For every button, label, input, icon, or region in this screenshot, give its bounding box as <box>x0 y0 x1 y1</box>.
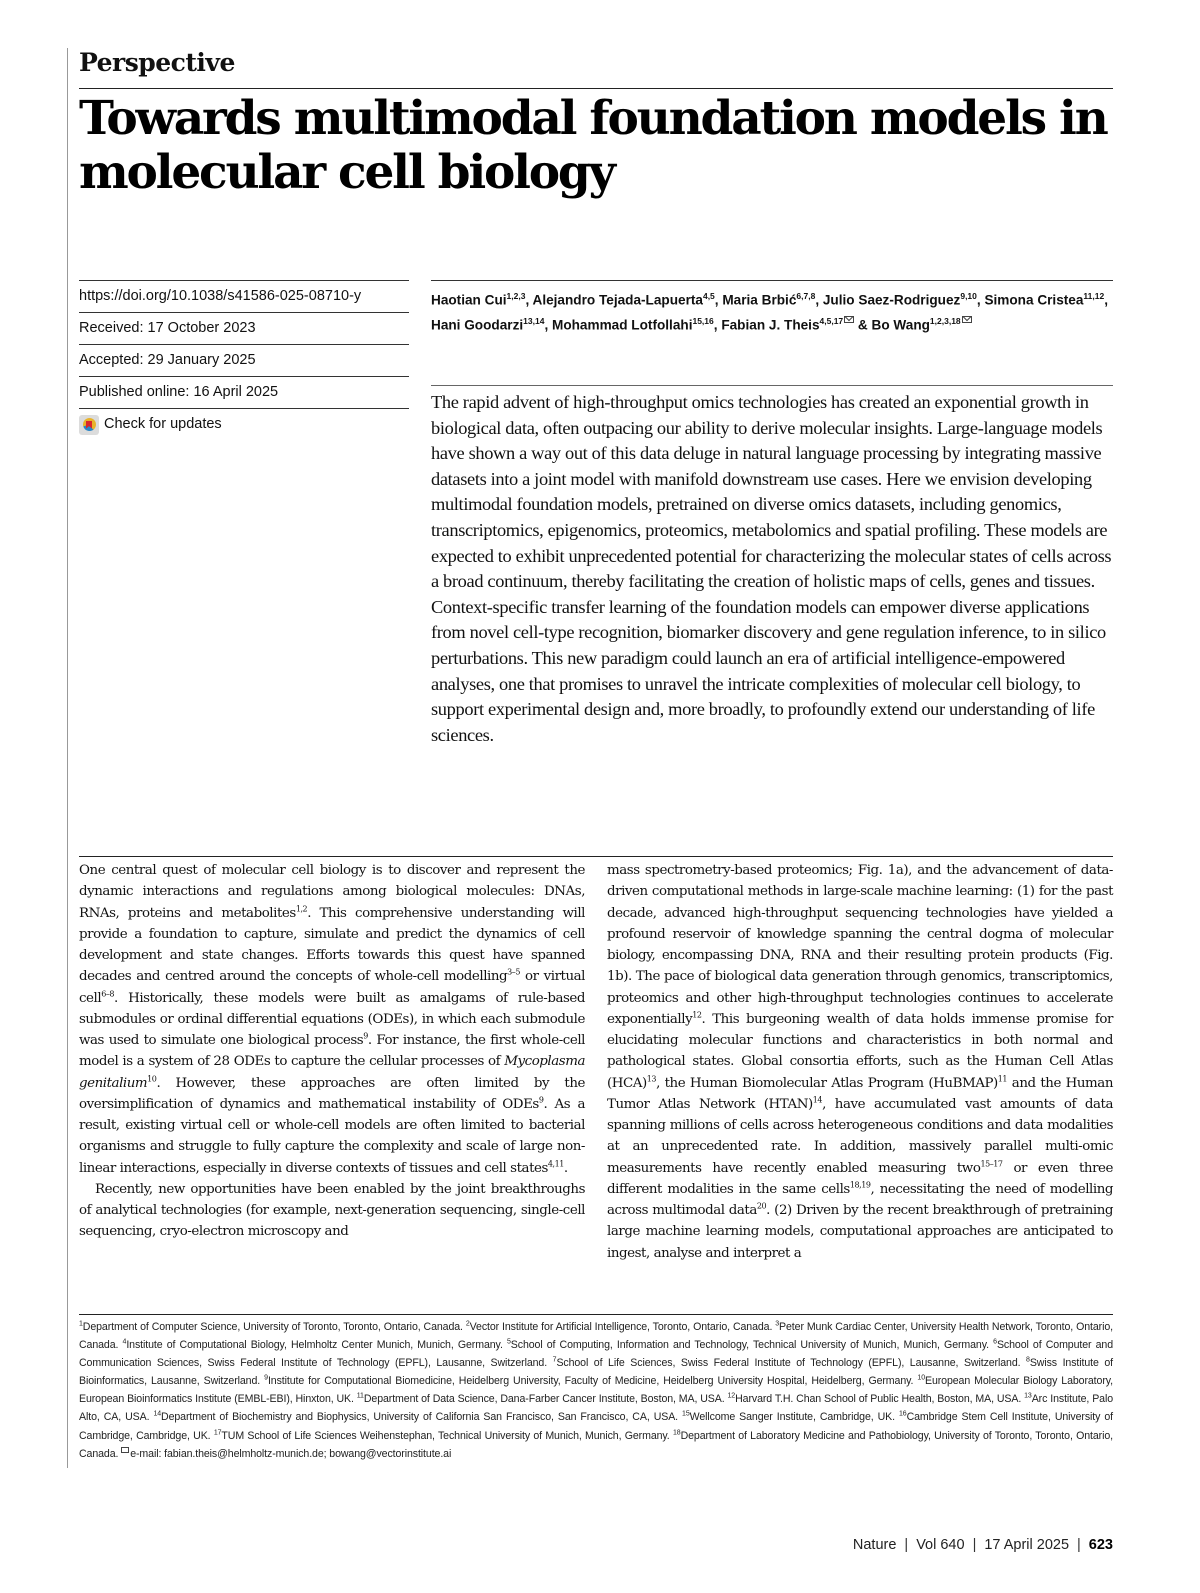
author-separator: , <box>976 292 985 308</box>
citation-ref[interactable]: 14 <box>812 1095 823 1105</box>
citation-ref[interactable]: 13 <box>646 1074 657 1084</box>
crossmark-icon <box>79 415 99 435</box>
doi-link[interactable]: https://doi.org/10.1038/s41586-025-08710-y <box>79 280 409 312</box>
affiliation-number: 11 <box>356 1392 364 1400</box>
author-affiliation-refs: 4,5 <box>702 291 715 301</box>
abstract: The rapid advent of high-throughput omics technologies has created an exponential growth in biological data, often outpacing our ability to derive molecular insights. Large-language models have shown a way out of this data deluge in natural language processing by integrating massive datasets into a joint model with manifold downstream use cases. Here we envision developing multimodal foundation models, pretrained on diverse omics datasets, including genomics, transcriptomics, epigenomics, proteomics, metabolomics and spatial profiling. These models are expected to exhibit unprecedented potential for characterizing the molecular states of cells across a broad continuum, thereby facilitating the creation of holistic maps of cells, genes and tissues. Context-specific transfer learning of the foundation models can empower diverse applications from novel cell-type recognition, biomarker discovery and gene regulation inference, to in silico perturbations. This new paradigm could launch an era of artificial intelligence-empowered analyses, one that promises to unravel the intricate complexities of molecular cell biology, to support experimental design and, more broadly, to profoundly extend our understanding of life sciences. <box>431 392 1112 745</box>
email-icon[interactable] <box>962 316 972 323</box>
citation-ref[interactable]: 15–17 <box>980 1159 1003 1169</box>
citation-ref[interactable]: 6–8 <box>101 989 115 999</box>
affiliation-number: 5 <box>506 1338 511 1346</box>
affiliation-text: Institute of Computational Biology, Helmholtz Center Munich, Munich, Germany. <box>126 1339 507 1352</box>
issue-date: 17 April 2025 <box>984 1537 1070 1553</box>
affiliation-text: Vector Institute for Artificial Intelligence, Toronto, Ontario, Canada. <box>469 1321 776 1333</box>
affiliation-text: Department of Laboratory Medicine and Pathobiology, University of Toronto, Toronto, Ontario, Canada. <box>79 1429 1113 1460</box>
author-affiliation-refs: 1,2,3 <box>506 291 526 301</box>
check-for-updates-label: Check for updates <box>104 416 222 432</box>
accepted-date: Accepted: 29 January 2025 <box>79 344 409 376</box>
citation-ref[interactable]: 10 <box>147 1074 157 1084</box>
section-label: Perspective <box>79 48 235 77</box>
author-separator: & <box>854 317 872 333</box>
citation-ref[interactable]: 9 <box>363 1031 368 1041</box>
author-name[interactable]: Alejandro Tejada-Lapuerta <box>532 292 703 308</box>
affiliation-text: Institute for Computational Biomedicine, Heidelberg University, Faculty of Medicine, Heidelberg University Hospital, Heidelberg, Germany. <box>267 1375 918 1388</box>
author-name[interactable]: Hani Goodarzi <box>431 317 524 333</box>
abstract-divider <box>431 385 1113 386</box>
margin-rule <box>67 48 68 1468</box>
affiliation-number: 15 <box>682 1410 690 1418</box>
affiliation-number: 7 <box>552 1356 557 1364</box>
affiliation-text: European Molecular Biology Laboratory, European Bioinformatics Institute (EMBL-EBI), Hinxton, UK. <box>79 1375 1113 1406</box>
author-separator: , <box>815 292 823 308</box>
author-name[interactable]: Bo Wang <box>871 317 930 333</box>
citation-ref[interactable]: 9 <box>538 1095 544 1105</box>
body-paragraph: mass spectrometry-based proteomics; Fig. 1a), and the advancement of data-driven computational methods in large-scale machine learning: (1) for the past decade, advanced high-throughput sequencing technologies have yielded a profound reservoir of knowledge spanning the central dogma of molecular biology, encompassing DNA, RNA and their resulting protein products (Fig. 1b). The pace of biological data generation through genomics, transcriptomics, proteomics and other high-throughput technologies continues to accelerate exponentially$^{12}$. This burgeoning wealth of data holds immense promise for elucidating molecular functions and characteristics in both normal and pathological states. Global consortia efforts, such as the Human Cell Atlas (HCA)$^{13}$, the Human Biomolecular Atlas Program (HuBMAP)$^{11}$ and the Human Tumor Atlas Network (HTAN)$^{14}$, have accumulated vast amounts of data spanning millions of cells across heterogeneous conditions and data modalities at an unprecedented rate. In addition, massively parallel multi-omic measurements have recently enabled measuring two$^{15-17}$ or even three different modalities in the same cells$^{18,19}$, necessitating the need of modelling across multimodal data$^{20}$. (2) Driven by the recent breakthrough of pretraining large machine learning models, computational approaches are anticipated to ingest, analyse and interpret a <box>607 863 1114 1261</box>
author-separator: , <box>525 292 533 308</box>
author-separator: , <box>714 292 723 308</box>
author-list <box>431 286 1111 336</box>
body-divider <box>79 856 1113 857</box>
affiliation-number: 6 <box>993 1338 997 1346</box>
check-for-updates-link[interactable] <box>79 408 409 440</box>
author-name[interactable]: Maria Brbić <box>722 292 797 308</box>
author-name[interactable]: Mohammad Lotfollahi <box>552 317 693 333</box>
author-separator: , <box>1104 292 1109 308</box>
citation-ref[interactable]: 11 <box>997 1074 1008 1084</box>
author-separator: , <box>713 317 722 333</box>
author-affiliation-refs: 1,2,3,18 <box>929 316 961 327</box>
affiliation-number: 1 <box>79 1320 83 1328</box>
affiliation-number: 13 <box>1024 1392 1032 1400</box>
affiliation-text: Arc Institute, Palo Alto, CA, USA. <box>79 1393 1113 1424</box>
affiliation-text: Peter Munk Cardiac Center, University Health Network, Toronto, Ontario, Canada. <box>79 1321 1113 1352</box>
affiliation-number: 8 <box>1026 1356 1030 1364</box>
species-name: Mycoplasma genitalium <box>79 1054 585 1091</box>
affiliation-number: 9 <box>264 1374 268 1382</box>
title-divider <box>79 88 1113 89</box>
volume: Vol 640 <box>916 1537 965 1553</box>
author-affiliation-refs: 11,12 <box>1083 291 1105 301</box>
body-paragraph: Recently, new opportunities have been enabled by the joint breakthroughs of analytical technologies (for example, next-generation sequencing, single-cell sequencing, cryo-electron microscopy and <box>79 1181 585 1240</box>
affiliation-number: 12 <box>727 1392 736 1400</box>
author-name[interactable]: Fabian J. Theis <box>721 317 820 333</box>
affiliation-number: 3 <box>775 1320 780 1328</box>
affiliation-text: TUM School of Life Sciences Weihenstephan, Technical University of Munich, Munich, Germany. <box>221 1429 673 1442</box>
article-title: Towards multimodal foundation models in molecular cell biology <box>79 91 1107 200</box>
affiliations-footnote <box>79 1318 1113 1463</box>
body-column-left <box>79 860 585 1243</box>
affiliation-text: Cambridge Stem Cell Institute, University of Cambridge, Cambridge, UK. <box>79 1411 1113 1442</box>
author-affiliation-refs: 13,14 <box>523 316 545 327</box>
affiliation-number: 16 <box>899 1410 907 1418</box>
author-affiliation-refs: 9,10 <box>960 291 977 301</box>
author-name[interactable]: Haotian Cui <box>431 292 507 308</box>
affiliation-text: School of Computer and Communication Sciences, Swiss Federal Institute of Technology (EPFL), Lausanne, Switzerland. <box>79 1339 1113 1370</box>
affiliation-text: Department of Data Science, Dana-Farber Cancer Institute, Boston, MA, USA. <box>363 1393 728 1406</box>
affiliation-number: 14 <box>153 1410 162 1418</box>
authors-divider <box>431 280 1113 281</box>
journal-name: Nature <box>852 1537 897 1553</box>
author-name[interactable]: Simona Cristea <box>984 292 1084 308</box>
email-icon[interactable] <box>844 316 854 323</box>
affiliation-text: Department of Computer Science, University of Toronto, Toronto, Ontario, Canada. <box>82 1321 466 1333</box>
author-affiliation-refs: 15,16 <box>692 316 714 327</box>
affiliation-number: 2 <box>465 1320 470 1328</box>
citation-ref[interactable]: 3–5 <box>507 967 521 977</box>
author-separator: , <box>544 317 552 333</box>
affiliation-number: 18 <box>672 1429 681 1437</box>
page-number: 623 <box>1088 1537 1113 1553</box>
affiliation-text: School of Life Sciences, Swiss Federal Institute of Technology (EPFL), Lausanne, Switzerland. <box>556 1357 1027 1370</box>
received-date: Received: 17 October 2023 <box>79 312 409 344</box>
email-icon <box>121 1447 129 1453</box>
affiliation-text: School of Computing, Information and Technology, Technical University of Munich, Munich, Germany. <box>510 1339 994 1352</box>
author-affiliation-refs: 4,5,17 <box>819 316 844 327</box>
affiliation-number: 10 <box>917 1374 925 1382</box>
citation-ref[interactable]: 4,11 <box>547 1159 564 1169</box>
author-affiliation-refs: 6,7,8 <box>796 291 816 301</box>
citation-ref[interactable]: 18,19 <box>849 1180 871 1190</box>
citation-ref[interactable]: 12 <box>692 1010 702 1020</box>
citation-ref[interactable]: 1,2 <box>295 904 308 914</box>
corresponding-email[interactable]: e-mail: fabian.theis@helmholtz-munich.de; bowang@vectorinstitute.ai <box>130 1447 452 1460</box>
article-metadata <box>79 280 409 440</box>
affiliation-number: 4 <box>122 1338 127 1346</box>
affiliation-number: 17 <box>213 1429 222 1437</box>
affiliation-text: Wellcome Sanger Institute, Cambridge, UK. <box>689 1411 899 1424</box>
published-date: Published online: 16 April 2025 <box>79 376 409 408</box>
affiliation-text: Harvard T.H. Chan School of Public Health, Boston, MA, USA. <box>735 1393 1025 1406</box>
body-paragraph: One central quest of molecular cell biology is to discover and represent the dynamic interactions and regulations among biological molecules: DNAs, RNAs, proteins and metabolites$^{1,2}$. This comprehensive understanding will provide a foundation to capture, simulate and predict the dynamics of cell development and state changes. Efforts towards this quest have spanned decades and centred around the concepts of whole-cell modelling$^{3-5}$ or virtual cell$^{6-8}$. Historically, these models were built as amalgams of rule-based submodules or ordinal differential equations (ODEs), in which each submodule was used to simulate one biological process$^9$. For instance, the first whole-cell model is a system of 28 ODEs to capture the cellular processes of Mycoplasma genitalium$^{10}$. However, these approaches are often limited by the oversimplification of dynamics and mathematical instability of ODEs$^9$. As a result, existing virtual cell or whole-cell models are often limited to bacterial organisms and struggle to fully capture the complexity and scale of large non-linear interactions, especially in diverse contexts of tissues and cell states$^{4,11}$. <box>79 863 586 1176</box>
citation-ref[interactable]: 20 <box>756 1201 767 1211</box>
affiliation-text: Department of Biochemistry and Biophysics, University of California San Francisco, San Francisco, CA, USA. <box>161 1411 683 1424</box>
footnote-divider <box>79 1314 1113 1315</box>
author-name[interactable]: Julio Saez-Rodriguez <box>822 292 961 308</box>
body-column-right <box>607 860 1113 1264</box>
affiliation-text: Swiss Institute of Bioinformatics, Lausanne, Switzerland. <box>79 1357 1114 1388</box>
page-footer: Nature | Vol 640 | 17 April 2025 | 623 <box>852 1537 1113 1553</box>
